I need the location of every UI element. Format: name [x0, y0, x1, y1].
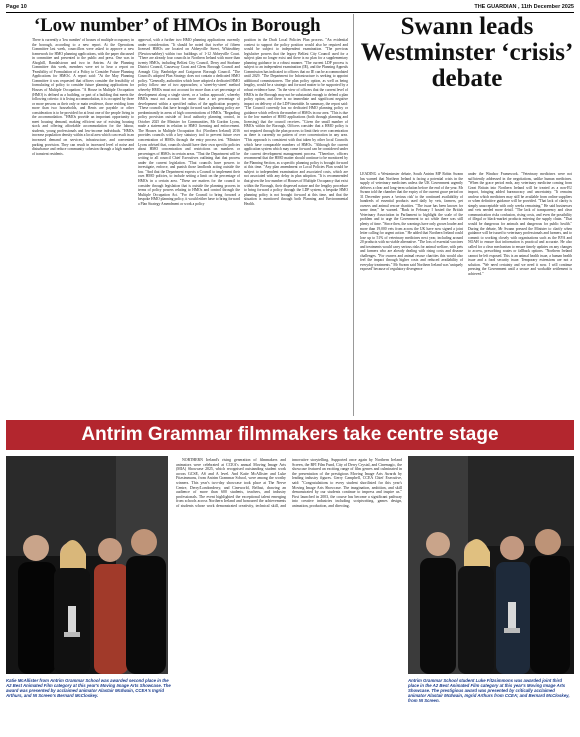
swann-column-2: under the Windsor Framework. "Veterinary medicines were not sufficiently addressed in the negotiations, unlike human medicines. "When the grace period ends, any veterinary medicine coming from Great Britain into Northern Ireland will be treated as a non-EU import, bringing added bureaucracy and uncertainty. "It remains unclear which medicines may still be available from online suppliers or when definitive guidance will be provided. "That lack of clarity is simply unacceptable with only weeks remaining." He said businesses and vets needed more detail. "The lack of transparency and clear communication risks confusion, rising costs, and even the possibility of illegal or black-market products entering the supply chain. "That would be dangerous for animals and dangerous for public health." During the debate, Mr Swann pressed the Minister to clarify when guidance will be issued to veterinary professionals and farmers, and to commit to working closely with organisations such as the BVA and NOAH to ensure that information is practical and accurate. He also called for a clear mechanism to ensure timely updates on any changes to access, prescribing routes or fallback options. "Northern Ireland cannot be left exposed. This is an animal health issue, a human health issue and a food security issue. Temporary extensions are not a solution. "We need certainty and we need it now. I will continue pressing the Government until a secure and workable settlement is achieved.": [468, 172, 572, 277]
left-photo: [6, 456, 168, 674]
swann-headline: Swann leads Westminster ‘crisis’ debate: [360, 13, 574, 92]
left-photo-caption: Katie McAllister from Antrim Grammar School was awarded second place in the A2 Best Animated Film category at this year's Moving Image Arts Showcase. The award was presented by acclaimed animator Alastair McIlwain, CCEA's Ingrid Arthurs, and NI Screen's Bernard McCloskey.: [6, 678, 171, 698]
grammar-banner: [6, 420, 574, 450]
page-number: Page 10: [6, 4, 27, 10]
hmo-headline: ‘Low number’ of HMOs in Borough: [34, 15, 321, 36]
column-divider: [353, 14, 354, 416]
award-photo-left: [6, 456, 168, 674]
hmo-column-3: position in the Draft Local Policies Plan process. "An evidential context to support the policy position would also be required and would be subject to independent examination. "The previous legislative powers that the legacy Belfast City Council used for a subject plan no longer exist and there is no plan for a supplementary planning guidance in a robust manner. "The current LDP process is subject to an independent examination (IE), and the Planning Appeals Commission has indicated to officers that no IE can be accommodated until 2029. "The Department for Infrastructure is seeking to appoint additional commissioners. The plan policy option, as well as being lengthy, would be a strategic and forward matter to be supported by a robust evidence base. "In the view of officers that the current level of HMOs in the Borough may not be substantial enough to defend a plan policy option, and there is no immediate and significant negative impact on delivery of the LDP timetable. In summary, the report said: "The Council currently has no dedicated HMO planning policy or guidance which reflects the number of HMOs in our area. "This is due to the low number of HMO applications (both through planning and licensing) that the council receives. "Given the small number of HMOs within the Borough, Officers consider that a HMO policy is not required through the plan process to limit their over concentration as there is currently no pattern of over concentration in any area. "This approach is consistent with that taken by other local Councils which have comparable numbers of HMOs. "Although the current application system which may come forward can be considered under the current development management process. "Therefore, officers recommend that the HMO matter should continue to be monitored by the Planning Section, as a specific planning policy is brought forward at this time. "Any plan amendment or Local Policies Plan would be subject to independent examination and associated costs, which are not associated with any delay in plan adoption. "It is recommended that given the low number of Houses of Multiple Occupancy that exist within the Borough, their dispersed nature and the lengthy procedure to bring forward a policy through the LDP system, a bespoke HMO planning policy is not brought forward at this time, and that the situation is monitored through both Planning and Environmental Health.: [244, 38, 348, 206]
right-photo-caption: Antrim Grammar School student Luke Fitzsimmons was awarded joint third place in the A2 Best Animated Film category at this year's Moving Image Arts Showcase. The prestigious award was presented by critically acclaimed animator Alastair McIlwain, Ingrid Arthurs from CCEA; and Bernard McCloskey, from NI Screen.: [408, 678, 570, 703]
hmo-column-2: approval, with a further two HMO planning applications currently under consideration. "It should be noted that twelve of fifteen licensed HMOs are located on Abbeyville Street, Whiteabbey (Newtownabbey) within two buildings of 1-12 Abbeyville Court. "There are already four councils in Northern Ireland with more than twenty HMOs, including Belfast City Council, Derry and Strabane District Council, Causeway Coast and Glens Borough Council and Armagh City, Banbridge and Craigavon Borough Council. "The Council's adopted Plan Strategy does not contain a dedicated HMO policy. "Generally, authorities which have adopted a dedicated HMO policy follow one of two approaches; a 'street-by-street' method whereby HMOs must not account for more than a set percentage of development along a single street, or a 'radius approach', whereby HMOs must not account for more than a set percentage of development within a specified radius of the application property. "These councils that have brought forward such planning policy are predominantly in areas of high concentrations of HMOs. "Regarding policy provision outside of local authority planning control, in October 2025 the Minister for Communities, Mr Gordon Lyons, made a statement in relation to HMO licensing and enforcement. The Houses in Multiple Occupation Act (Northern Ireland) 2016 provides councils with a key statutory tool to prevent future over concentration of HMOs through the entry process test. "Minister Lyons advised that, councils should have their own specific policies about HMO concentration and restrictions on numbers or percentages of HMOs in certain areas. "That the Department will be writing to all council Chief Executives outlining that that process under the current legislation. "That councils have powers to investigate, enforce, and punish those landlords acting outside the law. "And that the Department expects a Council to implement their own HMO policies, to include setting a limit on the percentage of HMOs in a certain area. "These are matters for the council to consider through legislation that is outside the planning process in terms of policy powers relating to HMOs and control through the Multiple Occupation Act. "For the Council to bring forward a bespoke HMO planning policy, it would either have to bring forward a Plan Strategy Amendment or work a policy: [138, 38, 240, 206]
grammar-body: [176, 458, 402, 732]
right-photo: [408, 456, 574, 674]
hmo-column-1: There is currently a 'low number' of houses of multiple occupancy in the borough, according to a new report. At the Operations Committee last week, councillors were asked to approve a new framework for HMO planning applications, with the paper discussed in committee and presented to the public and press. One was in Ahoghill, Randalstown and two in Antrim. At the Planning Committee this week, members were set to hear a report on 'Feasibility of Formulation of a Policy to Consider Future Planning Applications for HMOs'. A report said: "At the May Planning Committee it was requested that officers consider the feasibility of formulating of policy to consider future planning applications for Houses of Multiple Occupation. "A House in Multiple Occupation (HMO) is defined as a building, or part of a building that meets the following criteria: it is living accommodation, it is occupied by three or more persons as their only or main residence, those residing form more than two households, and Rents are payable or other consideration is to be provided for at least one of the people living in the accommodation. "HMOs provide an important opportunity to meet housing demand, making efficient use of existing housing stock and offering affordable accommodation for the labour, students, young professionals and low-income individuals. "HMOs increase population density within a local area which can result in an increased demand on services, infrastructure, and convenient parking provision. They can result in increased level of noise and disturbance and reduce community cohesion through a high number of transient residents.: [32, 38, 134, 156]
grammar-headline: Antrim Grammar filmmakers take centre stage: [81, 424, 499, 445]
publication-date: THE GUARDIAN , 11th December 2025: [474, 4, 574, 10]
award-photo-right: [408, 456, 574, 674]
swann-column-1: LEADING a Westminster debate, South Antrim MP Robin Swann has warned that Northern Ireland is facing a potential crisis in the supply of veterinary medicines unless the UK Government urgently delivers a clear and long-term solution before the end of the year. Mr Swann told the chamber that the expiry of the current grace period on 31 December poses a 'serious risk' to the continued availability of hundreds of essential products used daily by vets, farmers, pet owners and animal rescue charities. "The issue has been known for some time," he warned. "Back in February I hosted the British Veterinary Association in Parliament to highlight the scale of the problem and to urge the Government to act while there was still plenty of time. "Since then, the warnings have only grown louder and more than 19,000 vets from across the UK have now signed a joint letter calling for urgent action." He added that Northern Ireland could lose up to 51% of veterinary medicines next year, including around 20 products with no viable alternative. "The loss of essential vaccines and treatments would carry serious risks for animal welfare, with pets and farmers who are already dealing with rising costs and disease challenges. "For owners and animal rescue charities this would also feel the impact through higher costs and reduced availability of everyday treatments." Mr Swann said Northern Ireland was 'uniquely exposed' because of regulatory divergence: [360, 172, 463, 272]
grammar-body-text: NORTHERN Ireland's rising generation of filmmakers and animators were celebrated at CCEA's annual Moving Image Arts (MIA) Showcase 2025, which recognised outstanding student work across GCSE, AS and A level. And Katie McAllister and Luke Fitzsimmons, from Antrim Grammar School, were among the worthy winners. This year's two-day showcase took place at The Nerve Centre, Derry/Londonderry, and Cineworld, Belfast, drawing an audience of more than 600 students, teachers, and industry professionals. The event highlighted the exceptional talent emerging from schools across Northern Ireland and honoured the achievements of students whose work demonstrated creativity, technical skill, and innovative storytelling. Supported once again by Northern Ireland Screen, the BFI Film Fund, City of Derry Crystal, and Cinemagic, the showcase featured an exciting range of film genres and culminated in the presentation of the prestigious Moving Image Arts Awards by leading industry figures. Gerry Campbell, CCEA Chief Executive, said: "Congratulations to every student shortlisted for this year's Moving Image Arts Showcase. The imagination, ambition, and skill demonstrated by our students continue to impress and inspire us." First launched in 2003, the course has become a significant pathway into creative industries including scriptwriting, games design, animation, production, and directing.: [176, 458, 402, 508]
